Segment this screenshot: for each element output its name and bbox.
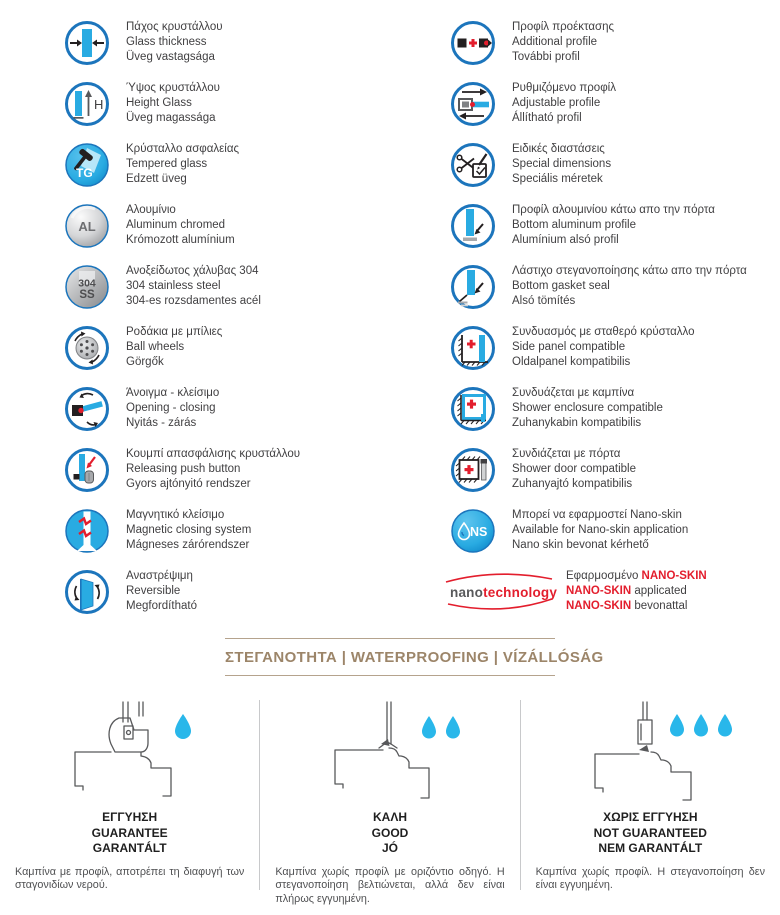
label-en: Opening - closing — [126, 402, 216, 414]
label-el: Λάστιχο στεγανοποίησης κάτω απο την πόρτα — [512, 265, 747, 277]
nanotechnology-logo-text: nanotechnology — [450, 584, 558, 600]
legend-row — [450, 12, 776, 73]
label-hu: Edzett üveg — [126, 173, 187, 185]
nano-line-el: Εφαρμοσμένο NANO-SKIN — [566, 570, 707, 582]
nano-line-en: NANO-SKIN applicated — [566, 585, 687, 597]
label-en: Bottom aluminum profile — [512, 219, 636, 231]
label-en: Side panel compatible — [512, 341, 626, 353]
label-el: Ανοξείδωτος χάλυβας 304 — [126, 265, 259, 277]
legend-row — [64, 500, 450, 561]
legend-text — [126, 569, 197, 614]
legend-text — [126, 81, 220, 126]
glass-thickness-icon — [64, 20, 110, 66]
legend-row — [64, 439, 450, 500]
label-el: Αλουμίνιο — [126, 204, 176, 216]
nanotechnology-logo — [436, 569, 560, 615]
legend-text — [512, 386, 663, 431]
waterproofing-column-good — [259, 700, 519, 905]
water-drop-icon — [175, 714, 191, 739]
label-en: Available for Nano-skin application — [512, 524, 689, 536]
legend-row — [450, 134, 776, 195]
label-el: Ρυθμιζόμενο προφίλ — [512, 82, 616, 94]
ball-wheels-icon — [64, 325, 110, 371]
shower-enclosure-compatible-icon — [450, 386, 496, 432]
legend-row — [64, 12, 450, 73]
water-drop-icon — [422, 716, 436, 739]
label-en: Releasing push button — [126, 463, 241, 475]
reversible-icon — [64, 569, 110, 615]
water-drop-icon — [718, 714, 732, 737]
legend-text — [512, 20, 614, 65]
legend-text — [126, 447, 300, 492]
label-el: Άνοιγμα - κλείσιμο — [126, 387, 220, 399]
label-en: Shower door compatible — [512, 463, 637, 475]
magnetic-closing-icon — [64, 508, 110, 554]
legend-row — [450, 195, 776, 256]
legend-text — [126, 142, 239, 187]
aluminum-chromed-icon — [64, 203, 110, 249]
label-el: Συνδυάζεται με καμπίνα — [512, 387, 635, 399]
legend-text — [512, 142, 611, 187]
legend-text — [126, 508, 251, 553]
label-en: Adjustable profile — [512, 97, 601, 109]
shower-door-compatible-icon — [450, 447, 496, 493]
water-drop-icon — [694, 714, 708, 737]
label-hu: Gyors ajtónyitó rendszer — [126, 478, 251, 490]
water-drop-icon — [670, 714, 684, 737]
label-el: Κουμπί απασφάλισης κρυστάλλου — [126, 448, 301, 460]
label-hu: Üveg vastagsága — [126, 51, 215, 63]
legend-row — [450, 317, 776, 378]
legend-text — [126, 386, 219, 431]
svg-text:AL: AL — [78, 218, 96, 234]
label-en: Tempered glass — [126, 158, 208, 170]
label-hu: Nano skin bevonat kérhető — [512, 539, 649, 551]
label-el: Ροδάκια με μπίλιες — [126, 326, 223, 338]
label-el: Προφίλ αλουμινίου κάτω απο την πόρτα — [512, 204, 715, 216]
legend-row — [64, 134, 450, 195]
legend-text — [512, 203, 715, 248]
bottom-gasket-seal-icon — [450, 264, 496, 310]
water-drop-icon — [446, 716, 460, 739]
no-profile-drawing — [555, 700, 745, 806]
label-el: Μαγνητικό κλείσιμο — [126, 509, 225, 521]
legend-row — [450, 378, 776, 439]
legend-row — [64, 561, 450, 622]
opening-closing-icon — [64, 386, 110, 432]
legend-text — [512, 508, 688, 553]
tempered-glass-icon — [64, 142, 110, 188]
label-hu: Üveg magassága — [126, 112, 216, 124]
legend-row — [64, 256, 450, 317]
label-en: Special dimensions — [512, 158, 612, 170]
nano-line-hu: NANO-SKIN bevonattal — [566, 600, 688, 612]
nano-skin-text — [566, 569, 707, 614]
svg-text:SS: SS — [79, 288, 95, 301]
label-hu: Zuhanykabin kompatibilis — [512, 417, 642, 429]
label-en: Height Glass — [126, 97, 192, 109]
label-en: Aluminum chromed — [126, 219, 226, 231]
legend-right-column — [450, 12, 776, 622]
glass-height-icon — [64, 81, 110, 127]
legend-row — [450, 500, 776, 561]
legend-text — [126, 325, 222, 370]
label-el: Ειδικές διαστάσεις — [512, 143, 605, 155]
nano-skin-row — [450, 561, 776, 622]
horizontal-guide-drawing — [295, 700, 485, 806]
seal-tip — [639, 745, 649, 752]
waterproofing-comparison — [0, 700, 780, 905]
legend-row — [64, 195, 450, 256]
legend-text — [512, 264, 747, 309]
rating-caption: Καμπίνα με προφίλ, αποτρέπει τη διαφυγή των σταγονιδίων νερού. — [15, 865, 245, 891]
stainless-steel-304-icon — [64, 264, 110, 310]
label-en: Shower enclosure compatible — [512, 402, 663, 414]
label-hu: Alsó tömítés — [512, 295, 576, 307]
label-hu: Speciális méretek — [512, 173, 603, 185]
legend-row — [450, 256, 776, 317]
label-el: Συνδιάζεται με πόρτα — [512, 448, 621, 460]
label-hu: Megfordítható — [126, 600, 197, 612]
label-el: Κρύσταλλο ασφαλείας — [126, 143, 240, 155]
svg-text:TG: TG — [76, 165, 93, 180]
label-el: Προφίλ προέκτασης — [512, 21, 615, 33]
legend-row — [450, 439, 776, 500]
label-el: Πάχος κρυστάλλου — [126, 21, 223, 33]
label-en: Glass thickness — [126, 36, 207, 48]
svg-text:NS: NS — [470, 524, 488, 539]
legend-text — [126, 264, 261, 309]
svg-text:H: H — [94, 96, 104, 112]
label-hu: Mágneses zárórendszer — [126, 539, 250, 551]
legend-row — [64, 378, 450, 439]
label-hu: Nyitás - zárás — [126, 417, 197, 429]
label-hu: Állítható profil — [512, 112, 582, 124]
label-el: Ύψος κρυστάλλου — [126, 82, 220, 94]
nano-skin-icon — [450, 508, 496, 554]
legend-left-column — [64, 12, 450, 622]
legend-text — [512, 325, 695, 370]
special-dimensions-icon — [450, 142, 496, 188]
label-en: Additional profile — [512, 36, 598, 48]
bottom-aluminum-profile-icon — [450, 203, 496, 249]
label-hu: Görgők — [126, 356, 164, 368]
label-el: Αναστρέψιμη — [126, 570, 193, 582]
rating-label: ΚΑΛΗ GOOD JÓ — [371, 810, 409, 855]
releasing-push-button-icon — [64, 447, 110, 493]
profile-section-drawing — [35, 700, 225, 806]
label-en: Ball wheels — [126, 341, 185, 353]
additional-profile-icon — [450, 20, 496, 66]
label-en: Magnetic closing system — [126, 524, 252, 536]
legend-text — [512, 81, 616, 126]
label-el: Μπορεί να εφαρμοστεί Nano-skin — [512, 509, 682, 521]
side-panel-compatible-icon — [450, 325, 496, 371]
label-hu: Oldalpanel kompatibilis — [512, 356, 631, 368]
label-hu: Alumínium alsó profil — [512, 234, 619, 246]
legend-text — [512, 447, 636, 492]
label-hu: Zuhanyajtó kompatibilis — [512, 478, 633, 490]
svg-text:304: 304 — [78, 277, 96, 289]
waterproofing-column-guarantee — [0, 700, 259, 890]
legend-text — [126, 203, 235, 248]
rating-label: ΧΩΡΙΣ ΕΓΓΥΗΣΗ NOT GUARANTEED NEM GARANTÁLT — [593, 810, 707, 855]
legend-row — [450, 73, 776, 134]
rating-caption: Καμπίνα χωρίς προφίλ με οριζόντιο οδηγό. Η στεγανοποίηση βελτιώνεται, αλλά δεν είναι πλήρως εγγυημένη. — [275, 865, 505, 905]
legend-row — [64, 317, 450, 378]
label-en: 304 stainless steel — [126, 280, 221, 292]
waterproofing-column-not-guaranteed — [520, 700, 780, 890]
label-hu: 304-es rozsdamentes acél — [126, 295, 261, 307]
adjustable-profile-icon — [450, 81, 496, 127]
legend-text — [126, 20, 223, 65]
label-hu: Krómozott alumínium — [126, 234, 235, 246]
label-en: Bottom gasket seal — [512, 280, 610, 292]
waterproofing-section-title: ΣΤΕΓΑΝΟΤΗΤΑ | WATERPROOFING | VÍZÁLLÓSÁG — [225, 638, 555, 676]
rating-label: ΕΓΓΥΗΣΗ GUARANTEE GARANTÁLT — [91, 810, 168, 855]
label-en: Reversible — [126, 585, 181, 597]
label-el: Συνδυασμός με σταθερό κρύσταλλο — [512, 326, 695, 338]
label-hu: További profil — [512, 51, 580, 63]
rating-caption: Καμπίνα χωρίς προφίλ. Η στεγανοποίηση δεν είναι εγγυημένη. — [535, 865, 765, 891]
legend-row — [64, 73, 450, 134]
